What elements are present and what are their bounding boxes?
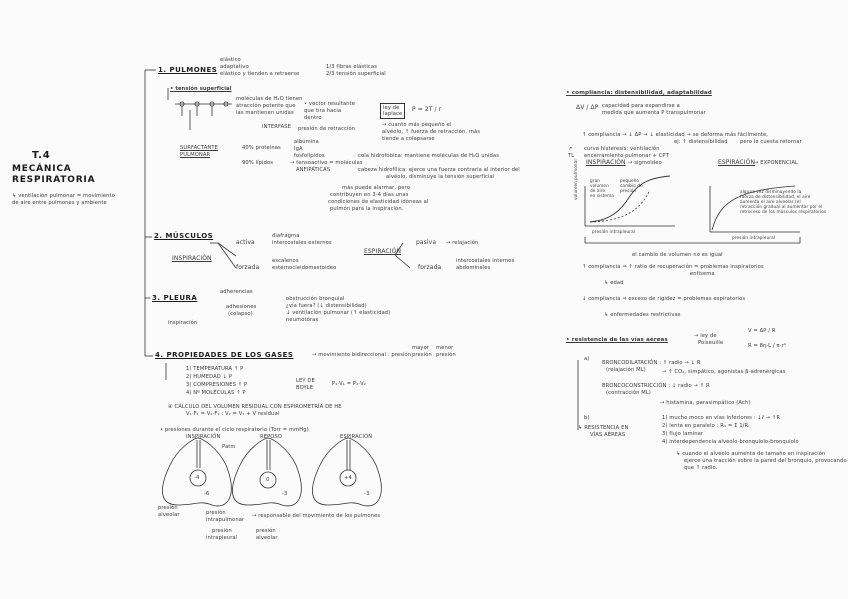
ciclo-heading: • presiones durante el ciclo respiratorio (Torr = mmHg) xyxy=(160,427,309,433)
laplace-box xyxy=(380,103,405,119)
surfactante-label-2: PULMONAR xyxy=(180,152,211,158)
phase-espiracion: ESPIRACIÓN xyxy=(340,434,373,440)
final-note-1: más puede alarmar, pero xyxy=(342,185,410,191)
compliancia-fraction: ΔV / ΔP xyxy=(576,104,599,111)
compliancia-rule: ↑ compliancia → ↓ ΔP → ↓ elasticidad → se deforma más fácilmente, xyxy=(582,132,769,138)
patm-label: Patm xyxy=(222,444,236,450)
title-note-2: de aire entre pulmones y ambiente xyxy=(12,200,107,206)
factor-3: 3) flujo laminar xyxy=(662,431,704,437)
poiseuille-formula-1: V = ΔP / R xyxy=(748,328,776,334)
boyle-label-1: LEY DE xyxy=(296,378,315,384)
graph1-note-4: en sistema xyxy=(590,193,614,198)
pleura-result-1: obstrucción bronquial xyxy=(286,296,345,302)
gases-law: → movimiento bidireccional : presión xyxy=(312,352,412,358)
insp-pleural-value: -6 xyxy=(204,491,210,497)
presion-intrapleural-2: intrapleural xyxy=(206,535,238,541)
factor-4: 4) interdependencia alvéolo-bronquiolo-bronquiolo xyxy=(662,439,799,445)
presion-alveolar-b-2: alveolar xyxy=(256,535,278,541)
surf-detail-3: fosfolípidos xyxy=(294,153,325,159)
graph1-note-6: cambio de xyxy=(620,183,643,188)
item-b-label: b) xyxy=(584,415,590,421)
hidro-note-1: cola hidrofóbica: mantiene moléculas de H₂O unidas xyxy=(358,153,499,159)
broncodilatacion-causes: → ↑ CO₂, simpático, agonistas β-adrenérgicas xyxy=(662,369,786,375)
pleura-adherencias: adherencias xyxy=(220,289,253,295)
section-heading-pulmones: 1. PULMONES xyxy=(158,66,218,74)
pulmones-frac-1: 1/3 fibras elásticas xyxy=(326,64,377,70)
compliancia-example: ej: ↑ distensibilidad xyxy=(674,139,728,145)
phase-reposo: REPOSO xyxy=(260,434,283,440)
forzada-insp-label: forzada xyxy=(236,264,260,271)
forzada-esp-label: forzada xyxy=(418,264,442,271)
resistencia-label-1: ↳ RESISTENCIA EN xyxy=(578,425,629,431)
poiseuille-label-1: → ley de xyxy=(694,333,717,339)
pleura-result-4: neumotórax xyxy=(286,317,319,323)
topic-title-line1: MECÁNICA xyxy=(12,164,72,174)
presion-label: presión xyxy=(412,352,432,358)
responsable-note: → responsable del movimiento de los pulmones xyxy=(252,513,381,519)
enfisema-label: enfisema xyxy=(690,271,715,277)
poiseuille-label-2: Poiseuille xyxy=(698,340,724,346)
surf-comp-2: 90% lípidos xyxy=(242,160,274,166)
mayor-label: mayor xyxy=(412,345,430,351)
gas-factor-3: 3) COMPRESIONES ↑ P xyxy=(186,382,248,388)
graph1-note-3: de aire xyxy=(590,188,606,193)
graph1-xlabel: presión intrapleural xyxy=(592,229,636,234)
final-note-4: pulmón para la inspiración. xyxy=(330,206,404,212)
edad-label: ↳ edad xyxy=(604,280,624,286)
compliancia-rule-b: pero le cuesta retornar xyxy=(740,139,802,145)
compliancia-heading: • compliancia: distensibilidad, adaptabilidad xyxy=(566,90,712,96)
activa-muscle-2: intercostales externos xyxy=(272,240,332,246)
molecule-note-3: las mantienen unidas xyxy=(236,110,294,116)
boyle-equation: P₁·V₁ = P₂·V₂ xyxy=(332,381,366,387)
pleura-inspiracion: inspiración xyxy=(168,320,198,326)
resistencia-heading: • resistencia de las vías aéreas xyxy=(566,337,668,343)
restrictivas-label: ↳ enfermedades restrictivas xyxy=(604,312,681,318)
section-heading-musculos: 2. MÚSCULOS xyxy=(154,232,214,240)
laplace-label-1: ley de xyxy=(383,105,400,111)
graph1-note-5: pequeño xyxy=(620,178,640,183)
gas-factor-2: 2) HUMEDAD ↓ P xyxy=(186,374,233,380)
graph1-note-1: gran xyxy=(590,178,600,183)
surf-detail-2: IgA xyxy=(294,146,303,152)
molecule-note-2: atracción potente que xyxy=(236,103,296,109)
presion-retraccion: presión de retracción xyxy=(298,126,356,132)
calculo-line-2: V₁·F₁ = V₂·F₂ ; V₂ = V₁ + V residual xyxy=(186,411,280,417)
menor-label: menor xyxy=(436,345,454,351)
compliancia-side-1: ↗ xyxy=(568,146,573,152)
boyle-label-2: BOYLE xyxy=(296,385,314,391)
title-note-1: ↳ ventilación pulmonar = movimiento xyxy=(12,193,115,199)
compliancia-cap-1: capacidad para expandirse a xyxy=(602,103,680,109)
presion-alveolar-1: presión xyxy=(158,505,178,511)
graph-sigmoideo: → sigmoideo xyxy=(628,160,662,166)
factor-1: 1) mucho moco en vías inferiores : ↓ℓ → ↑R xyxy=(662,415,781,421)
vector-note-3: dentro xyxy=(304,115,322,121)
graph1-note-7: presión xyxy=(620,188,637,193)
broncoconstriccion-sub: (contracción ML) xyxy=(606,390,651,396)
broncoconstriccion: BRONCOCONSTRICCIÓN : ↓ radio → ↑ R xyxy=(602,383,710,389)
pleura-result-2: ¿vía fuera? (↓ distensibilidad) xyxy=(286,303,367,309)
alveolo-note-2: ejerce una tracción sobre la pared del bronquio, provocando xyxy=(684,458,847,464)
compliancia-alta: ↑ compliancia ⇒ ↑ ratio de recuperación = problemas inspiratorios xyxy=(582,264,764,270)
calculo-line-1: ④ CÁLCULO DEL VOLUMEN RESIDUAL CON ESPIROMETRÍA DE HE xyxy=(168,404,342,410)
pleura-adhesiones: adhesiones xyxy=(226,304,257,310)
compliancia-cap-2: medida que aumenta P transpulmonar xyxy=(602,110,706,116)
laplace-note-2: alvéolo, ↑ fuerza de retracción, más xyxy=(382,129,481,135)
final-note-3: condiciones de elasticidad idóneas al xyxy=(328,199,429,205)
topic-title-line2: RESPIRATORIA xyxy=(12,175,96,185)
exp-pleural-value: -3 xyxy=(364,491,370,497)
graph2-note-1: alguna vez disminuyendo la xyxy=(740,189,802,194)
laplace-note-3: tiende a colapsarse xyxy=(382,136,435,142)
presion-label-2: presión xyxy=(436,352,456,358)
forzada-insp-muscle-1: escalenos xyxy=(272,258,299,264)
tensoactivo-note: → tensoactivo = moléculas xyxy=(290,160,363,166)
cambio-volumen-note: el cambio de volumen no es igual xyxy=(632,252,723,258)
section-heading-pleura: 3. PLEURA xyxy=(152,294,198,302)
alveolo-note-1: ↳ cuando el alvéolo aumenta de tamaño en inspiración xyxy=(676,451,826,457)
laplace-note-1: → cuanto más pequeño el xyxy=(382,122,452,128)
molecule-note-1: moléculas de H₂O tienen xyxy=(236,96,303,102)
forzada-esp-muscle-1: intercostales internos xyxy=(456,258,515,264)
graph2-note-2: fuerza de distensibilidad, el aire xyxy=(740,194,811,199)
interfase-label: INTERFASE xyxy=(262,124,291,130)
surfactante-label-1: SURFACTANTE xyxy=(180,145,219,151)
vector-note-1: • vector resultante xyxy=(304,101,356,107)
pulmones-prop-3: elástico y tienden a retraerse xyxy=(220,71,300,77)
forzada-insp-muscle-2: esternocleidomastoideo xyxy=(272,265,337,271)
graph2-note-5: retroceso de los músculos respiratorios xyxy=(740,209,827,214)
final-note-2: contribuyen en 3-4 días unas xyxy=(330,192,409,198)
rest-pleural-value: -3 xyxy=(282,491,288,497)
poiseuille-formula-2: R = 8η·L / π·r⁴ xyxy=(748,343,786,349)
forzada-esp-muscle-2: abdominales xyxy=(456,265,491,271)
histeresis-note-2: encerramiento pulmonar + CPT xyxy=(584,153,669,159)
graph-exponencial: → EXPONENCIAL xyxy=(754,160,798,166)
resistencia-label-2: VÍAS AÉREAS xyxy=(590,432,626,438)
compliancia-baja: ↓ compliancia ⇒ exceso de rigidez = problemas espiratorios xyxy=(582,296,746,302)
compliancia-side-2: TL xyxy=(568,153,575,159)
activa-muscle-1: diafragma xyxy=(272,233,300,239)
item-a-label: a) xyxy=(584,356,590,362)
tension-superficial-heading: • tensión superficial xyxy=(170,86,232,92)
rest-alveolar-value: 0 xyxy=(266,477,270,483)
broncoconstriccion-causes: → histamina, parasimpático (Ach) xyxy=(660,400,751,406)
hidro-note-3: alvéolo, disminuye la tensión superficial xyxy=(386,174,495,180)
broncodilatacion-sub: (relajación ML) xyxy=(606,367,646,373)
gas-factor-4: 4) Nº MOLÉCULAS ↑ P xyxy=(186,390,246,396)
presion-intrapulmonar-1: presión xyxy=(206,510,226,516)
pleura-colapso: (colapso) xyxy=(228,311,253,317)
factor-2: 2) lenta en paralelo : R₁ = Σ 1/Rᵢ xyxy=(662,423,750,429)
exp-alveolar-value: +4 xyxy=(344,475,352,481)
graph1-note-2: volumen xyxy=(590,183,609,188)
espiracion-label: ESPIRACIÓN xyxy=(364,248,402,255)
graph2-note-3: aumenta el aire alveolar (el xyxy=(740,199,801,204)
laplace-label-2: laplace xyxy=(383,111,403,117)
presion-alveolar-2: alveolar xyxy=(158,512,180,518)
activa-label: activa xyxy=(236,239,255,246)
vector-note-2: que tira hacia xyxy=(304,108,342,114)
pulmones-frac-2: 2/3 tensión superficial xyxy=(326,71,386,77)
graph-espiracion-title: ESPIRACIÓN xyxy=(718,159,756,166)
graph2-xlabel: presión intrapleural xyxy=(732,235,776,240)
presion-intrapulmonar-2: intrapulmonar xyxy=(206,517,245,523)
surf-comp-1: 40% proteínas xyxy=(242,145,281,151)
pulmones-prop-1: elástico xyxy=(220,57,241,63)
presion-intrapleural-1: presión xyxy=(212,528,232,534)
section-heading-gases: 4. PROPIEDADES DE LOS GASES xyxy=(155,351,294,359)
insp-alveolar-value: -4 xyxy=(194,475,200,481)
inspiracion-label: INSPIRACIÓN xyxy=(172,255,212,262)
presion-alveolar-b-1: presión xyxy=(256,528,276,534)
alveolo-note-3: que ↑ radio. xyxy=(684,465,718,471)
gas-factor-1: 1) TEMPERATURA ↑ P xyxy=(186,366,244,372)
pasiva-label: pasiva xyxy=(416,239,437,246)
topic-number: T.4 xyxy=(32,150,51,161)
anfipaticas-label: ANFIPÁTICAS xyxy=(296,167,331,173)
graph1-ylabel: volumen pulmonar xyxy=(573,158,578,200)
pleura-result-3: ↓ ventilación pulmonar (↑ elasticidad) xyxy=(286,310,391,316)
pulmones-prop-2: adaptativo xyxy=(220,64,249,70)
laplace-formula: P = 2T / r xyxy=(412,106,442,113)
phase-inspiracion: INSPIRACIÓN xyxy=(186,434,221,440)
surf-detail-1: albúmina xyxy=(294,139,319,145)
hidro-note-2: cabeza hidrofílica: ejerce una fuerza contraria al interior del xyxy=(358,167,520,173)
graph-inspiracion-title: INSPIRACIÓN xyxy=(586,159,626,166)
graph2-note-4: retracción gradual al aumentar por el xyxy=(740,204,823,209)
pasiva-note: → relajación xyxy=(446,240,479,246)
histeresis-note-1: curva histeresis: ventilación xyxy=(584,146,660,152)
broncodilatacion: BRONCODILATACIÓN : ↑ radio → ↓ R xyxy=(602,360,701,366)
